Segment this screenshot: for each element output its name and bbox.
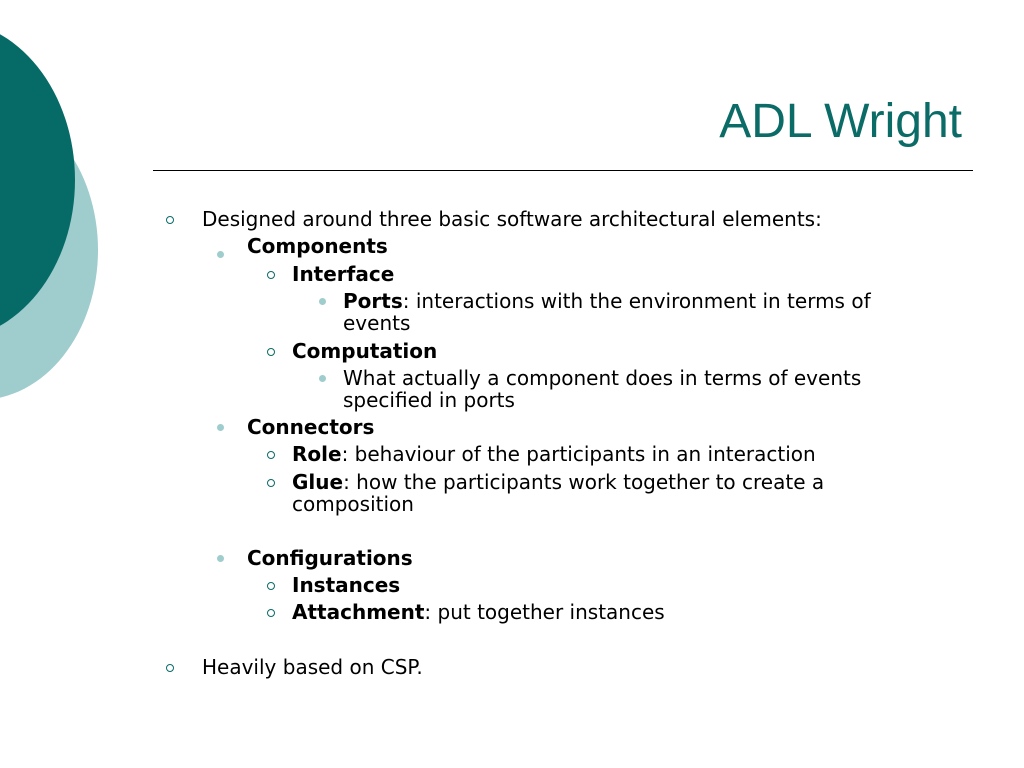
item-text: Designed around three basic software architectural elements: <box>202 207 822 231</box>
item-bold: Configurations <box>247 546 413 570</box>
hollow-bullet-icon <box>267 271 275 279</box>
solid-bullet-icon <box>217 251 224 258</box>
hollow-bullet-icon <box>166 664 174 672</box>
bullet-item <box>202 208 822 230</box>
bullet-item <box>292 574 400 596</box>
bullet-item-continuation <box>292 493 414 515</box>
slide-title: ADL Wright <box>719 95 962 148</box>
item-bold: Ports <box>343 289 403 313</box>
bullet-item <box>292 443 816 465</box>
bullet-item <box>247 235 388 257</box>
item-text: : put together instances <box>424 600 665 624</box>
solid-bullet-icon <box>217 555 224 562</box>
item-text: composition <box>292 492 414 516</box>
item-bold: Role <box>292 442 342 466</box>
bullet-item <box>292 601 665 623</box>
item-text: : how the participants work together to create a <box>343 470 825 494</box>
bullet-item <box>202 656 423 678</box>
item-bold: Components <box>247 234 388 258</box>
item-bold: Connectors <box>247 415 375 439</box>
solid-bullet-icon <box>319 298 326 305</box>
hollow-bullet-icon <box>267 582 275 590</box>
bullet-item <box>247 547 413 569</box>
item-bold: Instances <box>292 573 401 597</box>
solid-bullet-icon <box>217 424 224 431</box>
bullet-item <box>343 290 871 312</box>
hollow-bullet-icon <box>267 609 275 617</box>
bullet-item <box>292 340 437 362</box>
hollow-bullet-icon <box>267 348 275 356</box>
hollow-bullet-icon <box>267 451 275 459</box>
bullet-item <box>292 471 824 493</box>
hollow-bullet-icon <box>267 479 275 487</box>
item-bold: Interface <box>292 262 395 286</box>
bullet-item <box>343 367 861 389</box>
bullet-item <box>247 416 374 438</box>
item-text: Heavily based on CSP. <box>202 655 423 679</box>
item-text: What actually a component does in terms of events <box>343 366 862 390</box>
item-text: specified in ports <box>343 388 515 412</box>
item-bold: Attachment <box>292 600 425 624</box>
item-bold: Computation <box>292 339 438 363</box>
item-text: : interactions with the environment in terms of <box>402 289 871 313</box>
item-bold: Glue <box>292 470 344 494</box>
hollow-bullet-icon <box>166 216 174 224</box>
item-text: : behaviour of the participants in an interaction <box>341 442 816 466</box>
bullet-item-continuation <box>343 389 515 411</box>
bullet-item <box>292 263 394 285</box>
item-text: events <box>343 311 411 335</box>
solid-bullet-icon <box>319 375 326 382</box>
bullet-item-continuation <box>343 312 410 334</box>
